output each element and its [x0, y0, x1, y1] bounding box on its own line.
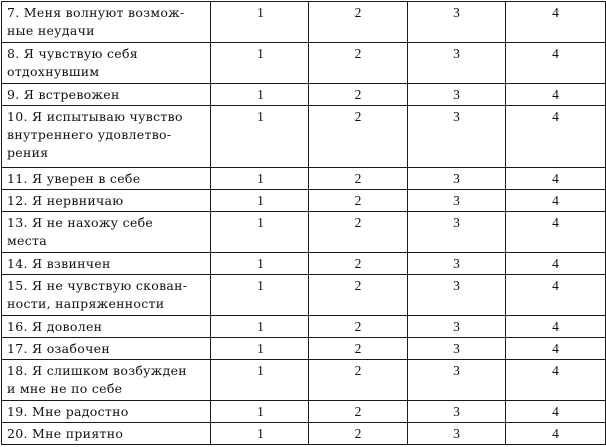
score-option-2[interactable]: 2	[309, 168, 408, 190]
score-option-2[interactable]: 2	[309, 2, 408, 43]
statement-cell	[2, 2, 211, 43]
score-option-1[interactable]: 1	[211, 316, 309, 338]
score-option-1[interactable]: 1	[211, 84, 309, 106]
questionnaire-body	[2, 2, 606, 445]
score-option-4[interactable]: 4	[506, 2, 606, 43]
score-option-1[interactable]: 1	[211, 106, 309, 168]
statement-cell	[2, 212, 211, 253]
score-option-1[interactable]: 1	[211, 212, 309, 253]
statement-line: ности, напряженности	[7, 296, 165, 311]
table-row	[2, 401, 606, 423]
statement-line: 10. Я испытываю чувство	[7, 109, 183, 124]
score-option-3[interactable]: 3	[408, 2, 506, 43]
statement-cell	[2, 253, 211, 275]
statement-line: 19. Мне радостно	[7, 404, 129, 419]
score-option-2[interactable]: 2	[309, 401, 408, 423]
statement-cell	[2, 316, 211, 338]
statement-line: 15. Я не чувствую скован-	[7, 278, 188, 293]
score-option-4[interactable]: 4	[506, 212, 606, 253]
score-option-1[interactable]: 1	[211, 401, 309, 423]
score-option-4[interactable]: 4	[506, 423, 606, 445]
table-row	[2, 43, 606, 84]
table-row	[2, 212, 606, 253]
score-option-2[interactable]: 2	[309, 106, 408, 168]
score-option-3[interactable]: 3	[408, 168, 506, 190]
score-option-3[interactable]: 3	[408, 338, 506, 360]
table-row	[2, 338, 606, 360]
statement-line: 18. Я слишком возбужден	[7, 363, 187, 378]
score-option-3[interactable]: 3	[408, 360, 506, 401]
statement-cell	[2, 401, 211, 423]
statement-cell	[2, 84, 211, 106]
score-option-4[interactable]: 4	[506, 275, 606, 316]
score-option-2[interactable]: 2	[309, 275, 408, 316]
score-option-3[interactable]: 3	[408, 316, 506, 338]
statement-line: 13. Я не нахожу себе	[7, 215, 154, 230]
score-option-1[interactable]: 1	[211, 423, 309, 445]
score-option-2[interactable]: 2	[309, 316, 408, 338]
score-option-1[interactable]: 1	[211, 360, 309, 401]
score-option-4[interactable]: 4	[506, 253, 606, 275]
score-option-3[interactable]: 3	[408, 106, 506, 168]
table-row	[2, 190, 606, 212]
statement-line: 16. Я доволен	[7, 319, 103, 334]
score-option-1[interactable]: 1	[211, 253, 309, 275]
table-row	[2, 275, 606, 316]
score-option-2[interactable]: 2	[309, 360, 408, 401]
score-option-1[interactable]: 1	[211, 338, 309, 360]
score-option-1[interactable]: 1	[211, 190, 309, 212]
score-option-1[interactable]: 1	[211, 168, 309, 190]
statement-line: 20. Мне приятно	[7, 426, 124, 441]
statement-cell	[2, 190, 211, 212]
statement-line: 9. Я встревожен	[7, 87, 120, 102]
score-option-4[interactable]: 4	[506, 338, 606, 360]
statement-line: места	[7, 233, 47, 248]
score-option-4[interactable]: 4	[506, 316, 606, 338]
statement-cell	[2, 338, 211, 360]
score-option-4[interactable]: 4	[506, 84, 606, 106]
statement-line: 17. Я озабочен	[7, 341, 110, 356]
table-row	[2, 168, 606, 190]
questionnaire-table	[1, 1, 606, 445]
table-row	[2, 2, 606, 43]
statement-line: рения	[7, 145, 49, 160]
score-option-2[interactable]: 2	[309, 43, 408, 84]
statement-line: 12. Я нервничаю	[7, 193, 124, 208]
statement-line: 7. Меня волнуют возмож-	[7, 5, 185, 20]
score-option-1[interactable]: 1	[211, 2, 309, 43]
score-option-4[interactable]: 4	[506, 43, 606, 84]
score-option-4[interactable]: 4	[506, 360, 606, 401]
statement-line: 11. Я уверен в себе	[7, 171, 141, 186]
statement-line: 8. Я чувствую себя	[7, 46, 138, 61]
statement-line: ные неудачи	[7, 23, 95, 38]
score-option-3[interactable]: 3	[408, 84, 506, 106]
table-row	[2, 360, 606, 401]
statement-line: 14. Я взвинчен	[7, 256, 111, 271]
statement-cell	[2, 43, 211, 84]
score-option-2[interactable]: 2	[309, 423, 408, 445]
score-option-3[interactable]: 3	[408, 212, 506, 253]
statement-line: и мне не по себе	[7, 381, 123, 396]
score-option-3[interactable]: 3	[408, 253, 506, 275]
score-option-1[interactable]: 1	[211, 43, 309, 84]
table-row	[2, 84, 606, 106]
statement-line: внутреннего удовлетво-	[7, 127, 172, 142]
score-option-2[interactable]: 2	[309, 212, 408, 253]
score-option-3[interactable]: 3	[408, 275, 506, 316]
score-option-4[interactable]: 4	[506, 106, 606, 168]
statement-cell	[2, 275, 211, 316]
score-option-4[interactable]: 4	[506, 168, 606, 190]
score-option-2[interactable]: 2	[309, 253, 408, 275]
table-row	[2, 423, 606, 445]
statement-cell	[2, 168, 211, 190]
score-option-3[interactable]: 3	[408, 190, 506, 212]
score-option-2[interactable]: 2	[309, 84, 408, 106]
statement-cell	[2, 106, 211, 168]
table-row	[2, 316, 606, 338]
score-option-3[interactable]: 3	[408, 423, 506, 445]
score-option-4[interactable]: 4	[506, 401, 606, 423]
score-option-4[interactable]: 4	[506, 190, 606, 212]
score-option-3[interactable]: 3	[408, 43, 506, 84]
score-option-2[interactable]: 2	[309, 190, 408, 212]
table-row	[2, 106, 606, 168]
statement-line: отдохнувшим	[7, 64, 100, 79]
score-option-3[interactable]: 3	[408, 401, 506, 423]
statement-cell	[2, 360, 211, 401]
score-option-1[interactable]: 1	[211, 275, 309, 316]
score-option-2[interactable]: 2	[309, 338, 408, 360]
table-row	[2, 253, 606, 275]
statement-cell	[2, 423, 211, 445]
